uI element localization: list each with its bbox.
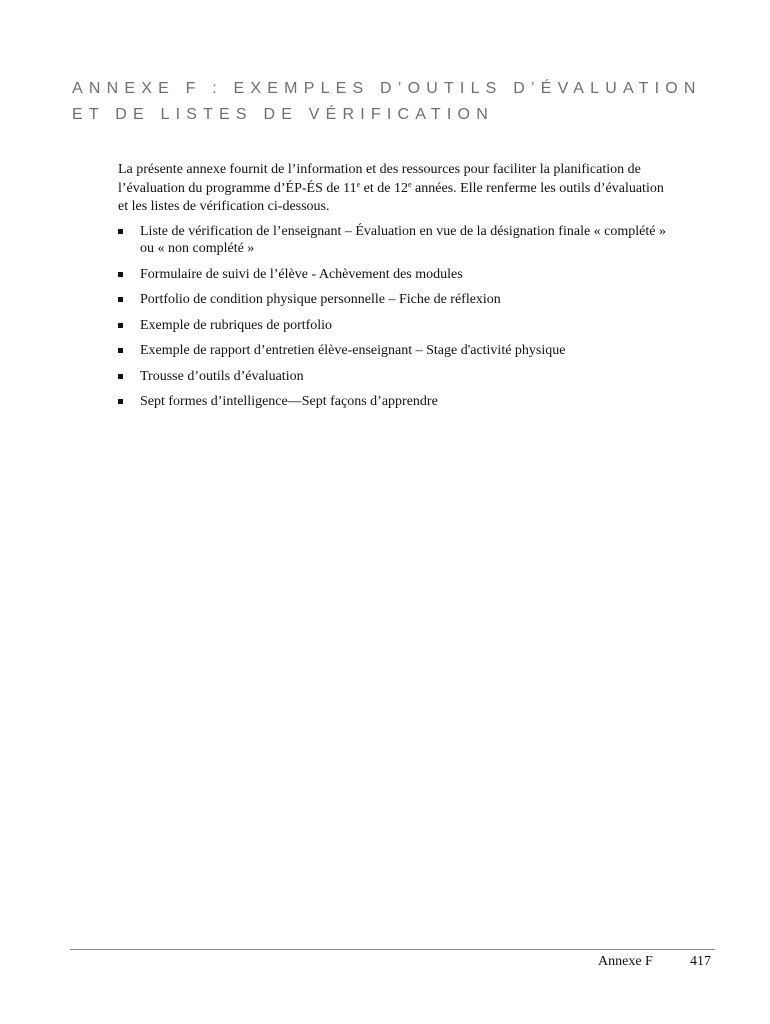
- square-bullet-icon: [118, 348, 123, 353]
- list-item: [118, 342, 718, 359]
- square-bullet-icon: [118, 374, 123, 379]
- list-item: [118, 223, 718, 257]
- list-item-text: [140, 393, 718, 410]
- square-bullet-icon: [118, 399, 123, 404]
- list-item: [118, 291, 718, 308]
- page-title-line-2: ET DE LISTES DE VÉRIFICATION: [72, 106, 494, 123]
- intro-line-2: [118, 180, 718, 199]
- list-item: [118, 368, 718, 385]
- list-item: [118, 393, 718, 410]
- list-item-line-1: Liste de vérification de l’enseignant – Évaluation en vue de la désignation finale « complété »: [140, 224, 666, 239]
- intro-line-2-part-a: l’évaluation du programme d’ÉP-ÉS de 11: [118, 180, 357, 196]
- intro-line-1: La présente annexe fournit de l’information et des ressources pour faciliter la planification de: [118, 162, 641, 177]
- list-item-text: [140, 223, 718, 257]
- square-bullet-icon: [118, 323, 123, 328]
- footer-section-label: Annexe F: [598, 954, 653, 969]
- list-item-line-2: ou « non complété »: [140, 241, 255, 256]
- tools-list: [118, 223, 718, 419]
- list-item-text: [140, 342, 718, 359]
- intro-line-3: et les listes de vérification ci-dessous.: [118, 199, 330, 214]
- list-item-line-1: Trousse d’outils d’évaluation: [140, 368, 304, 384]
- list-item-text: [140, 317, 718, 334]
- list-item-text: [140, 368, 718, 385]
- intro-superscript-e-1: e: [356, 179, 361, 189]
- intro-paragraph: [118, 161, 718, 217]
- list-item-text: [140, 266, 718, 283]
- list-item-line-1: Formulaire de suivi de l’élève - Achèvement des modules: [140, 266, 463, 282]
- page-title: [72, 76, 712, 128]
- list-item: [118, 317, 718, 334]
- page-number: 417: [690, 954, 711, 969]
- list-item: [118, 266, 718, 283]
- intro-line-2-part-c: années. Elle renferme les outils d’évaluation: [411, 180, 664, 196]
- square-bullet-icon: [118, 229, 123, 234]
- square-bullet-icon: [118, 297, 123, 302]
- footer-divider: [70, 949, 715, 950]
- intro-line-2-part-b: et de 12: [360, 180, 408, 196]
- list-item-line-1: Exemple de rapport d’entretien élève-enseignant – Stage d'activité physique: [140, 343, 566, 358]
- list-item-line-1: Portfolio de condition physique personnelle – Fiche de réflexion: [140, 292, 501, 307]
- list-item-line-1: Sept formes d’intelligence—Sept façons d’apprendre: [140, 394, 438, 409]
- list-item-line-1: Exemple de rubriques de portfolio: [140, 317, 333, 333]
- square-bullet-icon: [118, 272, 123, 277]
- intro-superscript-e-2: e: [407, 179, 412, 189]
- list-item-text: [140, 291, 718, 308]
- page-title-line-1: ANNEXE F : EXEMPLES D’OUTILS D’ÉVALUATION: [72, 80, 702, 97]
